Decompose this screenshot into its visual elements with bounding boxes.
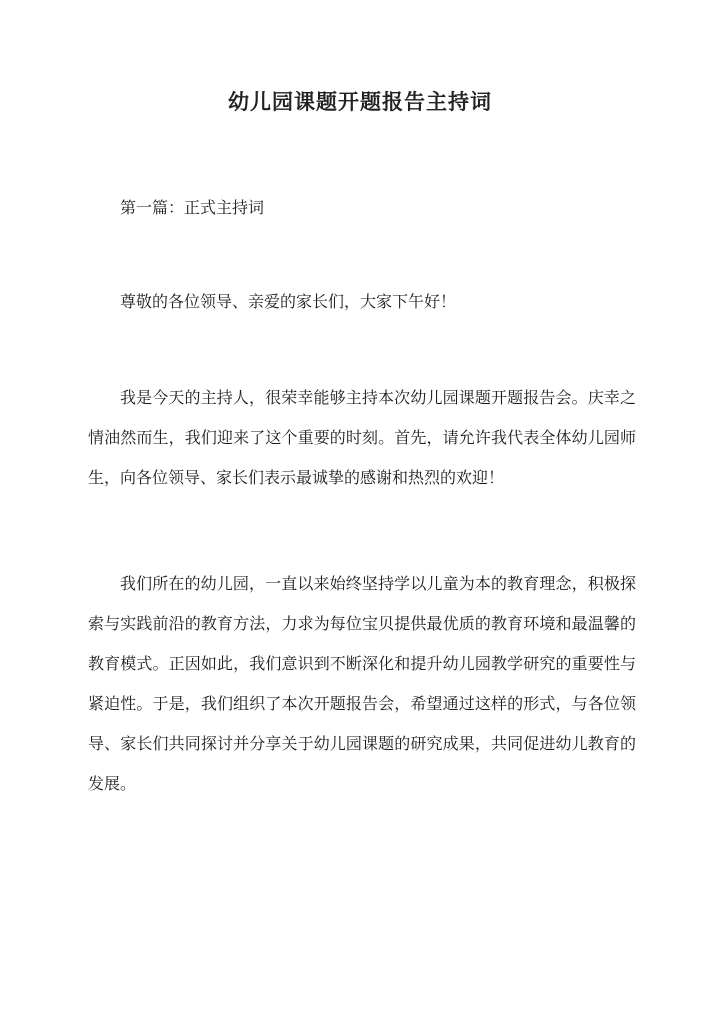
section-heading: 第一篇：正式主持词 — [120, 198, 265, 217]
body-paragraph: 我们所在的幼儿园，一直以来始终坚持学以儿童为本的教育理念，积极探索与实践前沿的教育方法，力求为每位宝贝提供最优质的教育环境和最温馨的教育模式。正因如此，我们意识到不断深化和提升幼儿园教学研究的重要性与紧迫性。于是，我们组织了本次开题报告会，希望通过这样的形式，与各位领导、家长们共同探讨并分享关于幼儿园课题的研究成果，共同促进幼儿教育的发展。 — [88, 574, 636, 793]
intro-paragraph: 我是今天的主持人，很荣幸能够主持本次幼儿园课题开题报告会。庆幸之情油然而生，我们迎来了这个重要的时刻。首先，请允许我代表全体幼儿园师生，向各位领导、家长们表示最诚挚的感谢和热烈的欢迎！ — [88, 388, 636, 487]
greeting-paragraph: 尊敬的各位领导、亲爱的家长们，大家下午好！ — [120, 292, 457, 311]
document-title: 幼儿园课题开题报告主持词 — [228, 89, 492, 114]
